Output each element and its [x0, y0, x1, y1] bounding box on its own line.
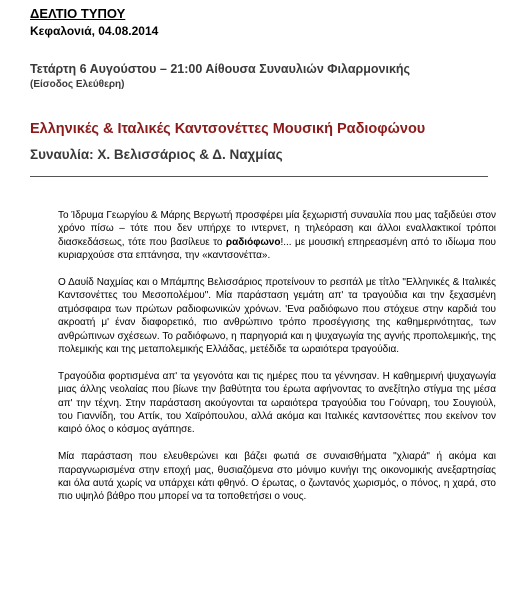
document-type-heading: ΔΕΛΤΙΟ ΤΥΠΟΥ	[30, 6, 126, 21]
paragraph-closing: Μία παράσταση που ελευθερώνει και βάζει φωτιά σε συναισθήματα "χλιαρά" ή ακόμα και παραγνωρισμένα στην εποχή μας, θυσιαζόμενα στο μόνιμο κυνήγι της οικονομικής ανεξαρτησίας και όλα αυτά χωρίς να υπάρχει κάτι φθηνό. Ο έρωτας, ο ζωντανός χωρισμός, ο πόνος, η χαρά, στο πιο υψηλό βάθρο που μπορεί να τα τοποθετήσει ο νους.	[58, 451, 496, 503]
paragraph-intro-text: Το Ίδρυμα Γεωργίου & Μάρης Βεργωτή προσφέρει μία ξεχωριστή συναυλία που μας ταξιδεύει στον χρόνο πίσω – τότε που δεν υπήρχε το ιντερνετ, η τηλεόραση και άλλοι εναλλακτικοί τρόποι διασκεδάσεως, τότε που βασίλευε το	[58, 210, 496, 248]
paragraph-performers: Ο Δαυίδ Ναχμίας και ο Μπάμπης Βελισσάριος προτείνουν το ρεσιτάλ με τίτλο "Ελληνικές & Ιταλικές Καντσονέττες του Μεσοπολέμου". Μία παράσταση γεμάτη απ' τα τραγούδια και την ξεχασμένη ατμόσφαιρα των πρώτων ραδιοφωνικών χρόνων. 'Ενα ραδιόφωνο που στόχευε στην καρδιά του ακροατή μ' έναν διαφορετικό, πιο ανθρώπινο τρόπο προσέγγισης της καθημερινότητας, των ανθρώπινων σχέσεων. Το ραδιόφωνο, η παρηγοριά και η ψυχαγωγία της αγνής προπολεμικής, της πολεμικής και της μεταπολεμικής Ελλάδας, μετέδιδε τα ωραιότερα τραγούδια.	[58, 277, 496, 356]
location-date: Κεφαλονιά, 04.08.2014	[30, 24, 159, 38]
paragraph-intro-bold: ραδιόφωνο	[225, 236, 281, 248]
paragraph-intro-tail: !... με μουσική επηρεασμένη από το ιδίωμα που κυριαρχούσε στα επτάνησα, την «καντσονέττα».	[58, 236, 496, 262]
paragraph-intro	[58, 209, 496, 263]
event-datetime-venue: Τετάρτη 6 Αυγούστου – 21:00 Αίθουσα Συναυλιών Φιλαρμονικής	[30, 62, 411, 76]
paragraph-songs: Τραγούδια φορτισμένα απ' τα γεγονότα και τις ημέρες που τα γέννησαν. Η καθημερινή ψυχαγωγία μιας άλλης νεολαίας που βίωνε την βαθύτητα του έρωτα αφήνοντας το ανεξίτηλο στίγμα της μέσα απ' την τέχνη. Στην παράσταση ακούγονται τα ωραιότερα τραγούδια του Γούναρη, του Σουγιούλ, του Γιαννίδη, του Αττίκ, του Χαϊρόπουλου, αλλά ακόμα και Ιταλικές καντσονέττες που εκείνον τον καιρό όλος ο κόσμος αγάπησε.	[58, 370, 496, 436]
article-body	[58, 209, 496, 517]
concert-title: Ελληνικές & Ιταλικές Καντσονέττες Μουσική Ραδιοφώνου	[30, 121, 426, 137]
concert-subtitle: Συναυλία: Χ. Βελισσάριος & Δ. Ναχμίας	[30, 147, 283, 162]
divider	[30, 176, 488, 177]
event-entry-note: (Είσοδος Ελεύθερη)	[30, 79, 125, 90]
